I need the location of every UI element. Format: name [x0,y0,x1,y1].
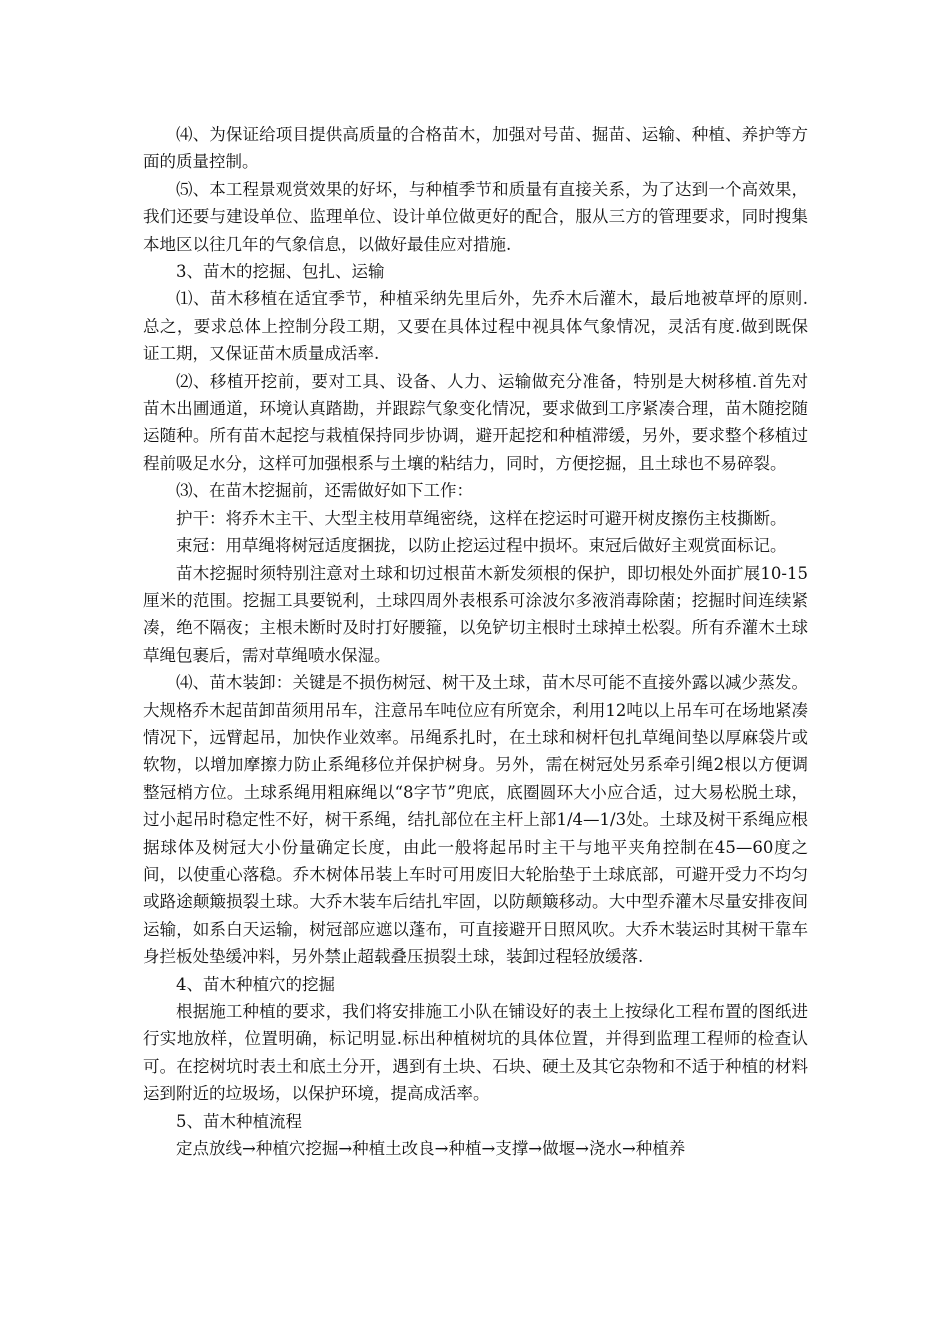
section-heading-process: 5、苗木种植流程 [176,1111,302,1131]
paragraph-pre-digging: ⑶、在苗木挖掘前，还需做好如下工作： [176,481,473,501]
section-heading-digging: 3、苗木的挖掘、包扎、运输 [176,262,385,282]
paragraph-root-ball: 苗木挖掘时须特别注意对土球和切过根苗木新发须根的保护，即切根处外面扩展10-15厘米的范围。挖掘工具要锐利，土球四周外表根系可涂波尔多液消毒除菌；挖掘时间连续紧凑，绝不隔夜；主根未断时及时打好腰箍，以免铲切主根时土球掉土松裂。所有乔灌木土球草绳包裹后，需对草绳喷水保湿。 [143,563,808,665]
paragraph-transplant-season: ⑴、苗木移植在适宜季节，种植采纳先里后外，先乔木后灌木，最后地被草坪的原则.总之，要求总体上控制分段工期，又要在具体过程中视具体气象情况，灵活有度.做到既保证工期，又保证苗木质量成活率. [143,289,808,364]
section-heading-planting-pit: 4、苗木种植穴的挖掘 [176,974,335,994]
paragraph-landscape-effect: ⑸、本工程景观赏效果的好坏，与种植季节和质量有直接关系，为了达到一个高效果，我们还要与建设单位、监理单位、设计单位做更好的配合，服从三方的管理要求，同时搜集本地区以往几年的气象信息，以做好最佳应对措施. [143,179,808,254]
paragraph-preparation: ⑵、移植开挖前，要对工具、设备、人力、运输做充分准备，特别是大树移植.首先对苗木出圃通道，环境认真踏勘，并跟踪气象变化情况，要求做到工序紧凑合理，苗木随挖随运随种。所有苗木起挖与栽植保持同步协调，避开起挖和种植滞缓，另外，要求整个移植过程前吸足水分，这样可加强根系与土壤的粘结力，同时，方便挖掘，且土球也不易碎裂。 [143,371,808,473]
paragraph-loading: ⑷、苗木装卸：关键是不损伤树冠、树干及土球，苗木尽可能不直接外露以减少蒸发。大规格乔木起苗卸苗须用吊车，注意吊车吨位应有所宽余，利用12吨以上吊车可在场地紧凑情况下，远臂起吊，加快作业效率。吊绳系扎时，在土球和树杆包扎草绳间垫以厚麻袋片或软物，以增加摩擦力防止系绳移位并保护树身。另外，需在树冠处另系牵引绳2根以方便调整冠梢方位。土球系绳用粗麻绳以“8字节”兜底，底圈圆环大小应合适，过大易松脱土球，过小起吊时稳定性不好，树干系绳，结扎部位在主杆上部1/4—1/3处。土球及树干系绳应根据球体及树冠大小份量确定长度，由此一般将起吊时主干与地平夹角控制在45—60度之间，以使重心落稳。乔木树体吊装上车时可用废旧大轮胎垫于土球底部，可避开受力不均匀或路途颠簸损裂土球。大乔木装车后结扎牢固，以防颠簸移动。大中型乔灌木尽量安排夜间运输，如系白天运输，树冠部应遮以蓬布，可直接避开日照风吹。大乔木装运时其树干靠车身拦板处垫缓冲料，另外禁止超载叠压损裂土球，装卸过程轻放缓落. [143,673,808,967]
paragraph-bind-crown: 束冠：用草绳将树冠适度捆拢，以防止挖运过程中损坏。束冠后做好主观赏面标记。 [176,536,787,556]
paragraph-protect-trunk: 护干：将乔木主干、大型主枝用草绳密绕，这样在挖运时可避开树皮擦伤主枝撕断。 [176,508,787,528]
paragraph-process-flow: 定点放线→种植穴挖掘→种植土改良→种植→支撑→做堰→浇水→种植养 [176,1139,686,1159]
document-page [143,121,808,1162]
paragraph-layout: 根据施工种植的要求，我们将安排施工小队在铺设好的表土上按绿化工程布置的图纸进行实地放样，位置明确，标记明显.标出种植树坑的具体位置，并得到监理工程师的检查认可。在挖树坑时表土和底土分开，遇到有土块、石块、硬土及其它杂物和不适于种植的材料运到附近的垃圾场，以保护环境，提高成活率。 [143,1002,808,1104]
paragraph-quality-control: ⑷、为保证给项目提供高质量的合格苗木，加强对号苗、掘苗、运输、种植、养护等方面的质量控制。 [143,125,808,172]
